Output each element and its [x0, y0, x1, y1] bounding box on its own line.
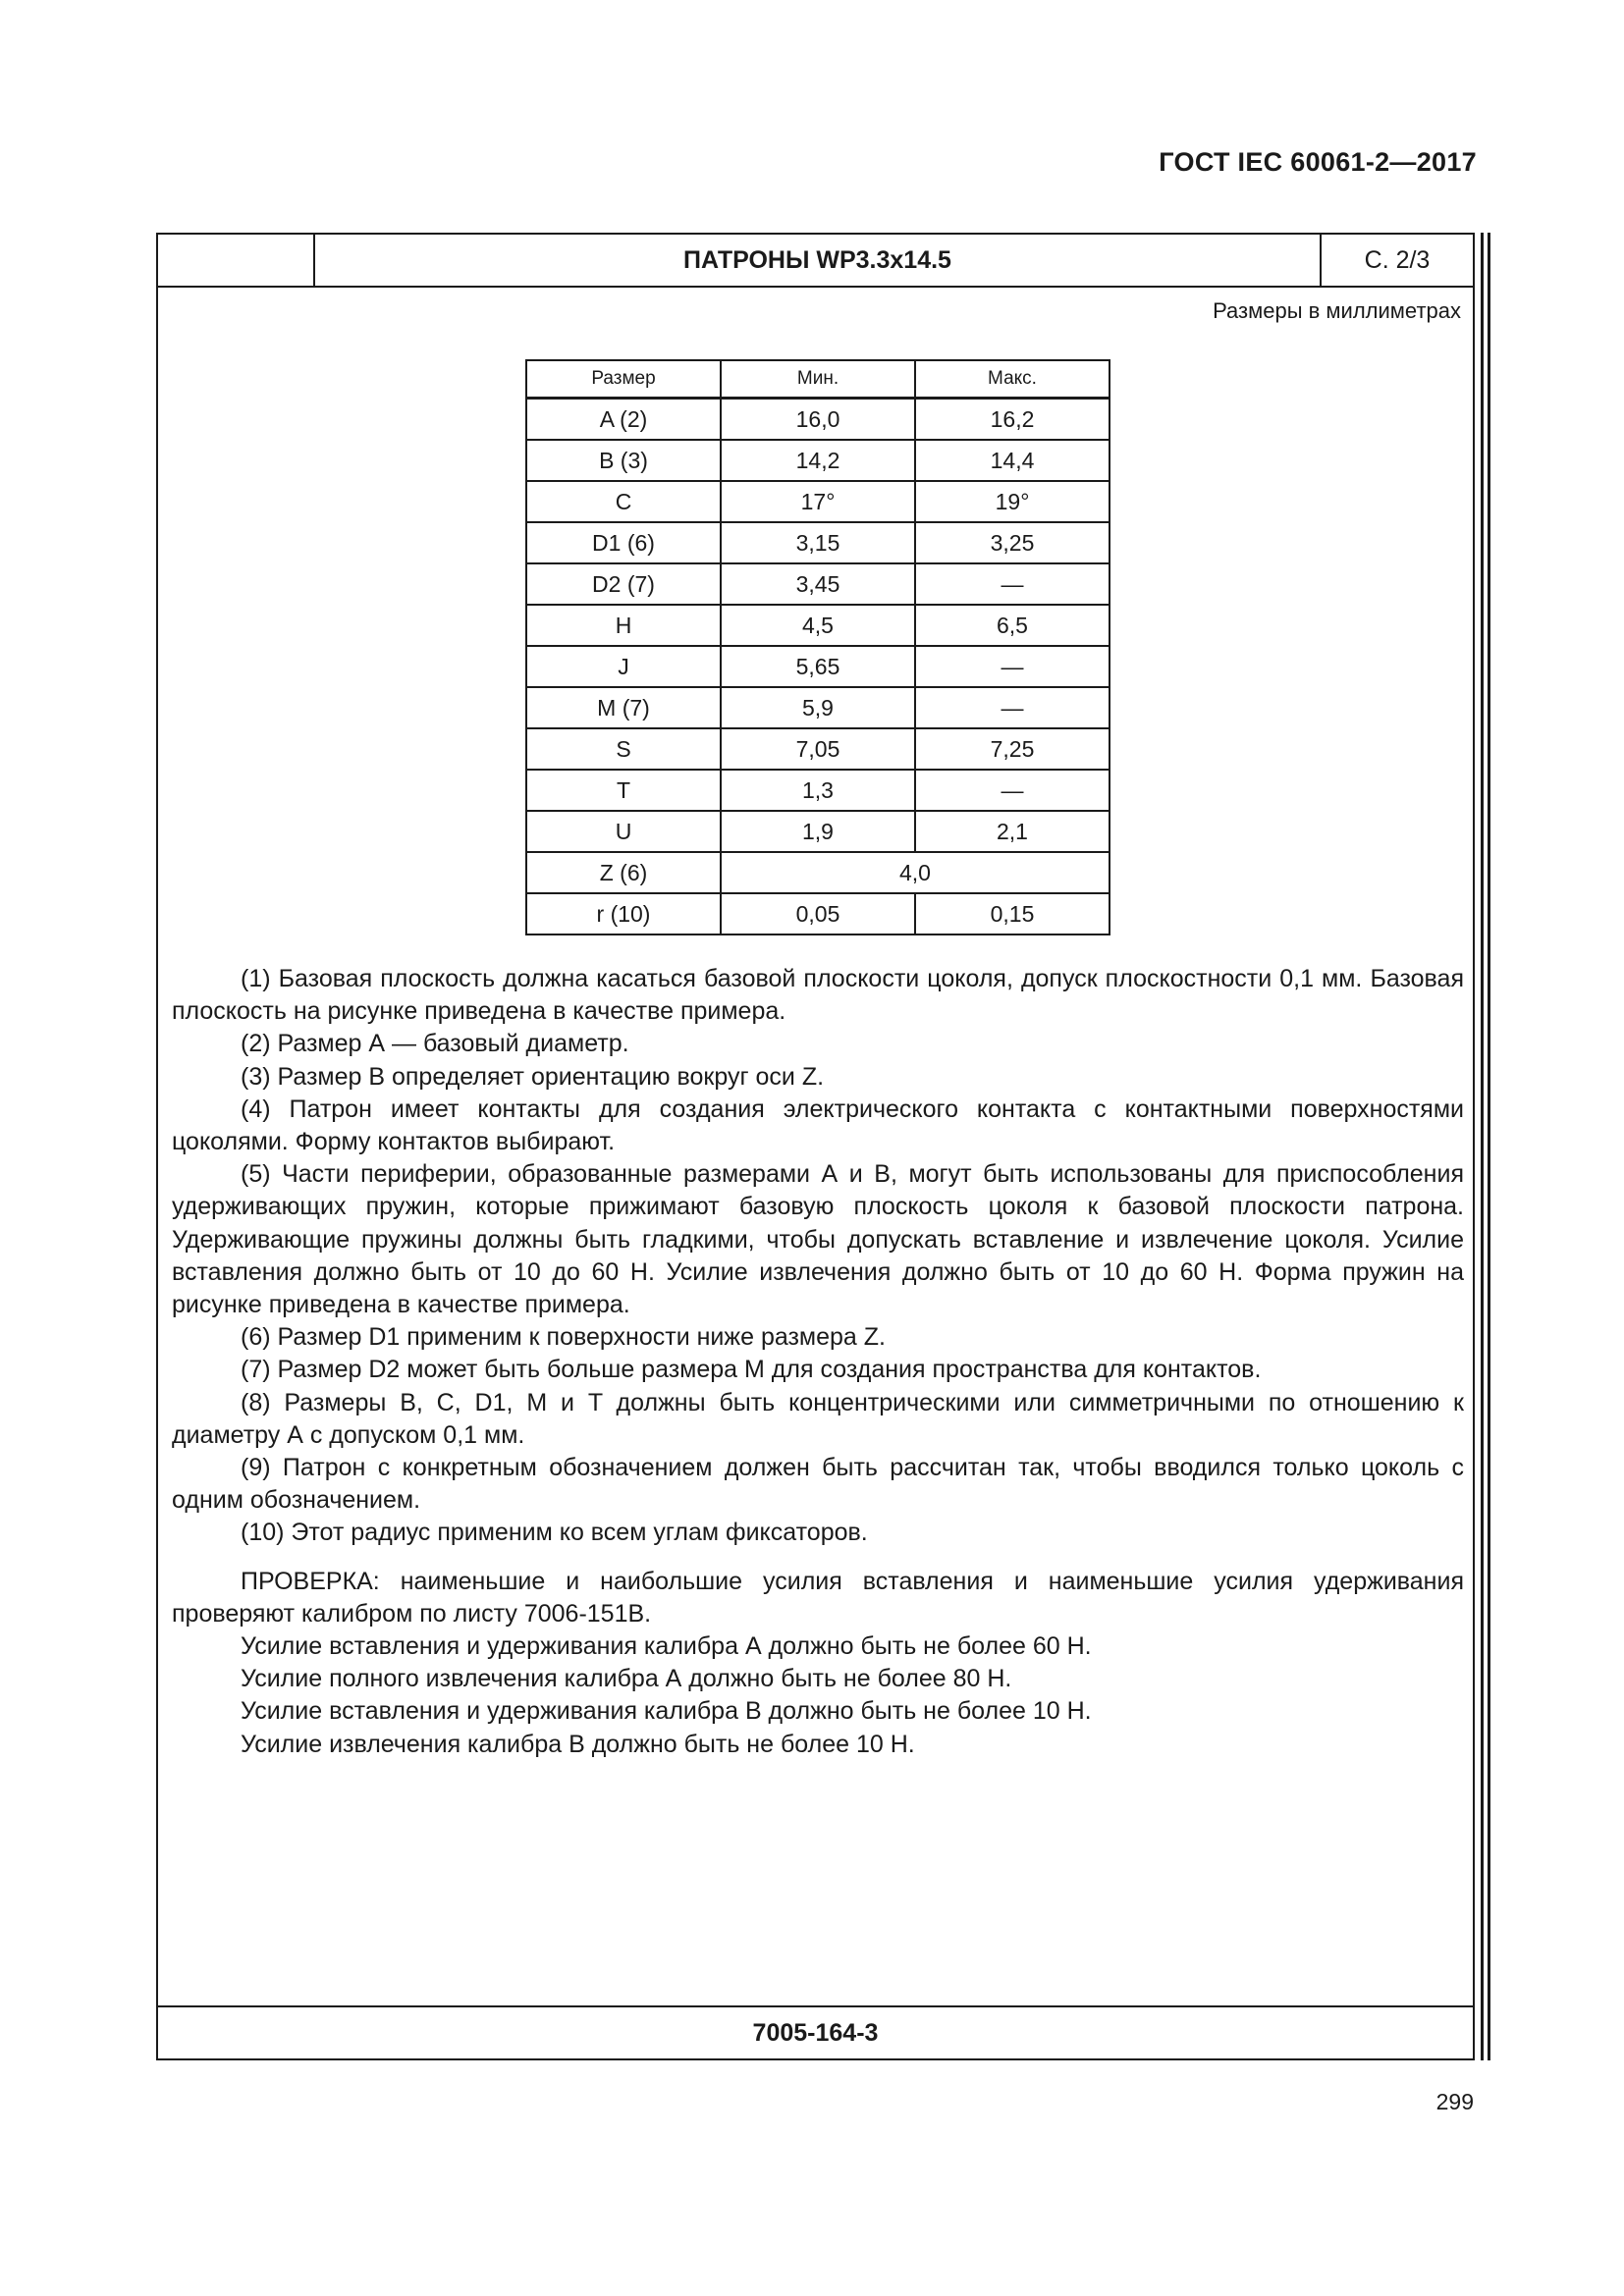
column-header-max: Макс.: [915, 360, 1110, 399]
cell-min: 5,65: [721, 646, 915, 687]
column-header-size: Размер: [526, 360, 721, 399]
dimensions-table: [525, 359, 1110, 935]
cell-size: A (2): [526, 399, 721, 441]
check-line: Усилие вставления и удерживания калибра А должно быть не более 60 Н.: [241, 1632, 1092, 1661]
cell-size: Z (6): [526, 852, 721, 893]
cell-min: 7,05: [721, 728, 915, 770]
check-line: Усилие полного извлечения калибра А должно быть не более 80 Н.: [241, 1665, 1012, 1693]
note-6: (6) Размер D1 применим к поверхности ниже размера Z.: [241, 1323, 886, 1352]
note-8: (8) Размеры B, C, D1, M и T должны быть концентрическими или симметричными по отношению к диаметру А с допуском 0,1 мм.: [172, 1388, 1464, 1449]
sheet-page-indicator: С. 2/3: [1364, 245, 1431, 274]
table-row-r: [526, 893, 1110, 934]
cell-size: S: [526, 728, 721, 770]
cell-max: 6,5: [915, 605, 1110, 646]
note-4: (4) Патрон имеет контакты для создания электрического контакта с контактными поверхностями цоколями. Форму контактов выбирают.: [172, 1095, 1464, 1156]
check-paragraph: ПРОВЕРКА: наименьшие и наибольшие усилия вставления и наименьшие усилия удерживания проверяют калибром по листу 7006-151В.: [172, 1567, 1464, 1628]
cell-size: C: [526, 481, 721, 522]
units-note: Размеры в миллиметрах: [1213, 298, 1461, 323]
cell-max: —: [915, 687, 1110, 728]
table-row: [526, 563, 1110, 605]
notes-block: [172, 963, 1464, 1761]
sheet-frame: [156, 233, 1475, 2060]
cell-max: 0,15: [915, 893, 1110, 934]
sheet-title: ПАТРОНЫ WP3.3x14.5: [315, 235, 1322, 286]
cell-size: D1 (6): [526, 522, 721, 563]
note-1: (1) Базовая плоскость должна касаться базовой плоскости цоколя, допуск плоскостности 0,1 мм. Базовая плоскость на рисунке приведена в качестве примера.: [172, 965, 1464, 1026]
header-blank-cell: [158, 235, 315, 286]
cell-max: —: [915, 563, 1110, 605]
cell-size: U: [526, 811, 721, 852]
check-line: Усилие вставления и удерживания калибра В должно быть не более 10 Н.: [241, 1697, 1092, 1726]
cell-min: 1,9: [721, 811, 915, 852]
cell-max: —: [915, 770, 1110, 811]
cell-size: r (10): [526, 893, 721, 934]
check-line: Усилие извлечения калибра В должно быть не более 10 Н.: [241, 1730, 915, 1758]
cell-max: 2,1: [915, 811, 1110, 852]
table-row: [526, 811, 1110, 852]
table-row: [526, 440, 1110, 481]
table-row-z: [526, 852, 1110, 893]
table-row: [526, 399, 1110, 441]
cell-min: 14,2: [721, 440, 915, 481]
cell-min: 16,0: [721, 399, 915, 441]
table-row: [526, 646, 1110, 687]
note-5: (5) Части периферии, образованные размерами А и В, могут быть использованы для приспособления удерживающих пружин, которые прижимают базовую плоскость цоколя к базовой плоскости патрона. Удерживающие пружины должны быть гладкими, чтобы допускать вставление и извлечение цоколя. Усилие вставления должно быть от 10 до 60 Н. Усилие извлечения должно быть от 10 до 60 Н. Форма пружин на рисунке приведена в качестве примера.: [172, 1160, 1464, 1319]
table-row: [526, 605, 1110, 646]
cell-size: H: [526, 605, 721, 646]
sheet-footer-code: 7005-164-3: [158, 2005, 1473, 2058]
cell-size: B (3): [526, 440, 721, 481]
cell-max: 14,4: [915, 440, 1110, 481]
cell-min: 5,9: [721, 687, 915, 728]
column-header-min: Мин.: [721, 360, 915, 399]
cell-min: 0,05: [721, 893, 915, 934]
cell-min: 3,45: [721, 563, 915, 605]
page-number: 299: [1435, 2089, 1474, 2114]
note-2: (2) Размер А — базовый диаметр.: [241, 1030, 629, 1058]
table-row: [526, 481, 1110, 522]
cell-max: 3,25: [915, 522, 1110, 563]
table-row: [526, 728, 1110, 770]
table-row: [526, 770, 1110, 811]
cell-size: T: [526, 770, 721, 811]
sheet-header: [158, 235, 1473, 288]
note-7: (7) Размер D2 может быть больше размера M для создания пространства для контактов.: [241, 1356, 1262, 1384]
cell-max: 19°: [915, 481, 1110, 522]
cell-min: 17°: [721, 481, 915, 522]
cell-min: 3,15: [721, 522, 915, 563]
note-10: (10) Этот радиус применим ко всем углам фиксаторов.: [241, 1519, 868, 1547]
cell-max: 7,25: [915, 728, 1110, 770]
cell-size: D2 (7): [526, 563, 721, 605]
cell-nominal: 4,0: [721, 852, 1110, 893]
standard-code: ГОСТ IEC 60061-2—2017: [1159, 147, 1477, 177]
cell-min: 1,3: [721, 770, 915, 811]
cell-max: 16,2: [915, 399, 1110, 441]
note-3: (3) Размер В определяет ориентацию вокруг оси Z.: [241, 1062, 825, 1091]
cell-size: J: [526, 646, 721, 687]
table-header-row: [526, 360, 1110, 399]
note-9: (9) Патрон с конкретным обозначением должен быть рассчитан так, чтобы вводился только цоколь с одним обозначением.: [172, 1454, 1464, 1515]
table-row: [526, 522, 1110, 563]
cell-size: M (7): [526, 687, 721, 728]
frame-double-rule-inner: [1488, 233, 1490, 2060]
frame-double-rule-outer: [1481, 233, 1484, 2060]
cell-min: 4,5: [721, 605, 915, 646]
table-row: [526, 687, 1110, 728]
cell-max: —: [915, 646, 1110, 687]
